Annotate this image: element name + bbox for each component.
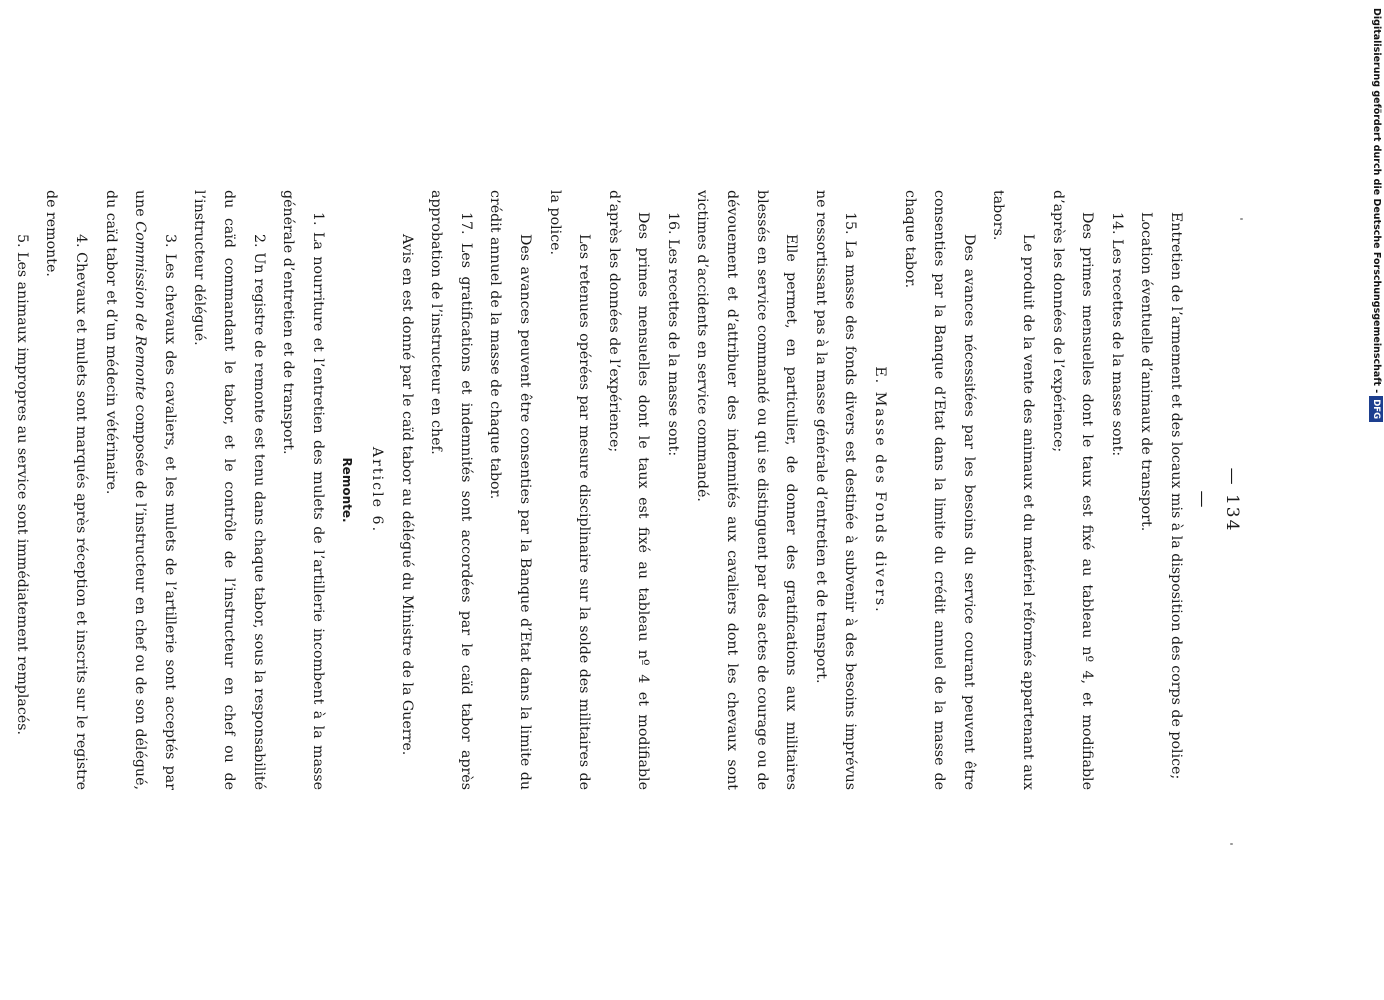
digitization-note [1370,8,1384,420]
paragraph: Entretien de l’armement et des locaux mis à la disposition des corps de police; [1168,212,1184,780]
paragraph: Le produit de la vente des animaux et du matériel réformés appartenant aux tabors. [990,190,1037,790]
paragraph: 2. Un registre de remonte est tenu dans chaque tabor, sous la responsabilité du caïd commandant le tabor, et le contrôle de l’instructeur en chef ou de l’instructeur délégué. [191,190,267,790]
paragraph: 4. Chevaux et mulets sont marqués après réception et inscrits sur le registre de remonte. [43,190,90,790]
funding-credit: Digitalisierung gefördert durch die Deutsche Forschungsgemeinschaft - [1371,8,1382,394]
paragraph: Des primes mensuelles dont le taux est fixé au tableau nº 4, et modifiable d’après les données de l’expérience; [1049,190,1096,790]
paragraph: 5. Les animaux impropres au service sont immédiatement remplacés. [13,234,30,735]
text-run: 3. Les chevaux des cavaliers, et les mulets de l’artillerie sont acceptés par une [132,190,178,790]
section-title: E. Masse des Fonds divers. [872,366,889,614]
paragraph: Location éventuelle d’animaux de transport. [1138,212,1155,532]
paragraph: 15. La masse des fonds divers est destinée à subvenir à des besoins imprévus ne ressortissant pas à la masse générale d’entretien et de transport. [812,190,859,790]
body-text [0,190,1190,790]
dfg-logo: DFG [1369,396,1383,422]
paragraph: 17. Les gratifications et indemnités sont accordées par le caïd tabor après approbation de l’instructeur en chef. [428,190,474,790]
scan-speck [1240,218,1243,220]
rotated-page-content [13,190,1242,790]
paragraph: 16. Les recettes de la masse sont: [664,212,681,457]
paragraph: Des avances peuvent être consenties par la Banque d’Etat dans la limite du crédit annuel de la masse de chaque tabor. [487,190,533,790]
paragraph: Avis en est donné par le caïd tabor au délégué du Ministre de la Guerre. [398,234,415,756]
page-number: — 134 — [1192,467,1242,533]
scan-speck [1230,843,1233,845]
article-title: Article 6. [368,446,385,534]
paragraph: Des avances nécessitées par les besoins du service courant peuvent être consenties par la Banque d’Etat dans la limite du crédit annuel de la masse de chaque tabor. [901,190,977,790]
paragraph: 14. Les recettes de la masse sont: [1108,212,1125,457]
paragraph: Les retenues opérées par mesure disciplinaire sur la solde des militaires de la police. [546,190,593,790]
paragraph: Elle permet, en particulier, de donner des gratifications aux militaires blessés en service commandé ou qui se distinguent par des actes de courage ou de dévouement et d’attribuer des indemnités aux cavaliers dont les chevaux sont victimes d’accidents en service commandé. [694,190,800,790]
digitization-note-text [1369,8,1383,420]
paragraph: 1. La nourriture et l’entretien des mulets de l’artillerie incombent à la masse générale d’entretien et de transport. [280,190,326,790]
article-subtitle: Remonte. [340,457,355,523]
paragraph: Des primes mensuelles dont le taux est fixé au tableau nº 4 et modifiable d’après les données de l’expérience; [605,190,652,790]
text-run: composée de l’instructeur en chef ou de son délégué, du caïd tabor et d’un médecin vétérinaire. [102,190,149,790]
paragraph [95,190,184,790]
emphasis: Commission de Remonte [132,221,149,400]
